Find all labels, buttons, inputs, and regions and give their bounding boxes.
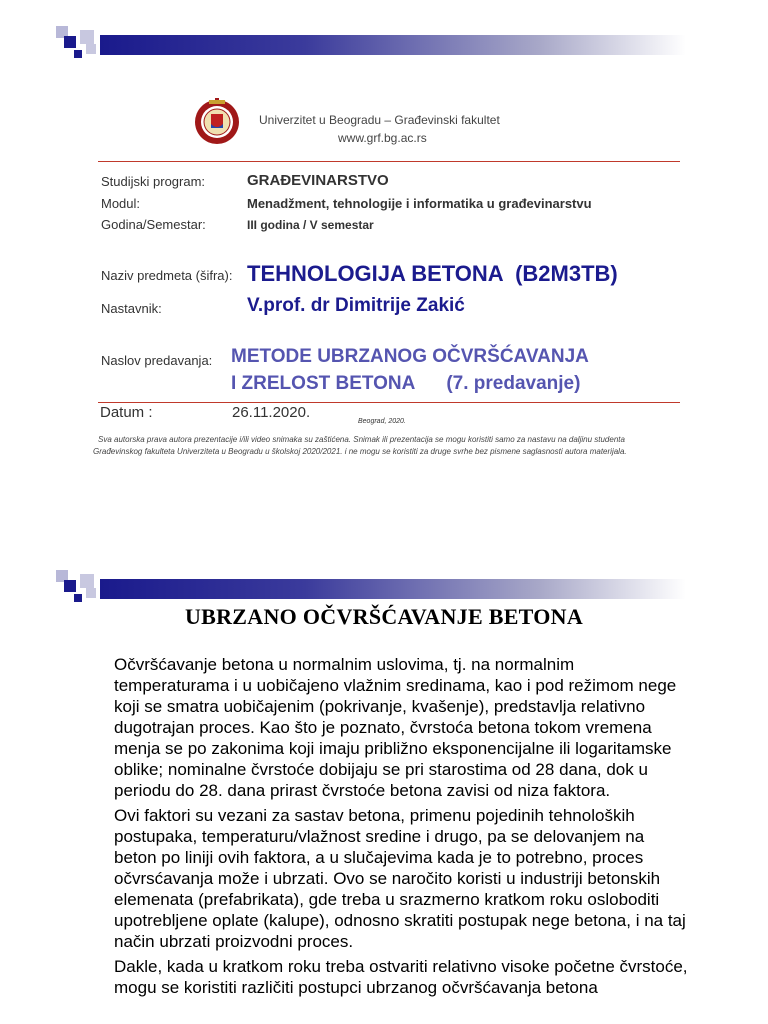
teacher-name: V.prof. dr Dimitrije Zakić xyxy=(247,295,465,316)
lecture-title-line1: METODE UBRZANOG OČVRŠĆAVANJA xyxy=(231,346,589,367)
teacher-label: Nastavnik: xyxy=(101,301,162,316)
date-label: Datum : xyxy=(100,404,153,421)
year-value: III godina / V semestar xyxy=(247,218,374,232)
program-label: Studijski program: xyxy=(101,174,206,189)
paragraph-2: Ovi faktori su vezani za sastav betona, primenu pojedinih tehnoloških postupaka, temperaturu/vlažnost sredine i drugo, pa se delovanjem na beton po liniji ovih faktora, a u slučajevima kada je to potrebno, proces očvrsćavanja može i ubrzati. Ovo se naročito koristi u industriji betonskih elemenata (prefabrikata), gde treba u srazmerno kratkom roku osloboditi upotrebljene oplate (kalupe), odnosno skratiti postupak nege betona, i na taj način ubrzati proizvodni proces. xyxy=(114,806,686,951)
course-label: Naziv predmeta (šifra): xyxy=(101,268,233,283)
university-name: Univerzitet u Beogradu – Građevinski fakultet xyxy=(259,113,500,127)
paragraph-1: Očvršćavanje betona u normalnim uslovima, tj. na normalnim temperaturama i u uobičajeno vlažnim sredinama, kao i pod režimom nege koji se smatra uobičajenim (pokrivanje, kvašenje), predstavlja relativno dugotrajan proces. Kao što je poznato, čvrstoća betona tokom vremena menja se po zakonima koji imaju približno eksponencijalne ili logaritamske oblike; nominalne čvrstoće dobijaju se pri starostima od 28 dana, dok u periodu do 28. dana prirast čvrstoće betona zavisi od niza faktora. xyxy=(114,655,677,800)
year-label: Godina/Semestar: xyxy=(101,217,206,232)
copyright-line1: Sva autorska prava autora prezentacije i/ili video snimaka su zaštićena. Snimak ili prezentacija se mogu koristiti samo za nastavu na daljinu studenta xyxy=(98,435,625,444)
program-value: GRAĐEVINARSTVO xyxy=(247,172,389,189)
university-info xyxy=(259,111,500,147)
lecture-title-line2: I ZRELOST BETONA (7. predavanje) xyxy=(231,373,581,394)
slide1-header-decoration xyxy=(56,26,686,66)
university-website: www.grf.bg.ac.rs xyxy=(338,131,427,145)
course-title: TEHNOLOGIJA BETONA (B2M3TB) xyxy=(247,261,618,286)
date-value: 26.11.2020. xyxy=(232,404,311,421)
slide2-title: UBRZANO OČVRŠĆAVANJE BETONA xyxy=(184,604,584,629)
university-seal-icon xyxy=(194,96,240,146)
top-divider xyxy=(98,161,680,162)
slide2-body xyxy=(114,654,690,1002)
date-divider xyxy=(98,402,680,403)
place-date: Beograd, 2020. xyxy=(358,418,406,425)
module-label: Modul: xyxy=(101,196,141,211)
lecture-label: Naslov predavanja: xyxy=(101,353,213,368)
copyright-line2: Građevinskog fakulteta Univerziteta u Beogradu u školskoj 2020/2021. i ne mogu se koristiti za druge svrhe bez pismene saglasnosti autora materijala. xyxy=(93,447,627,456)
module-value: Menadžment, tehnologije i informatika u građevinarstvu xyxy=(247,196,592,211)
paragraph-3: Dakle, kada u kratkom roku treba ostvariti relativno visoke početne čvrstoće, mogu se koristiti različiti postupci ubrzanog očvršćavanja betona xyxy=(114,957,688,997)
